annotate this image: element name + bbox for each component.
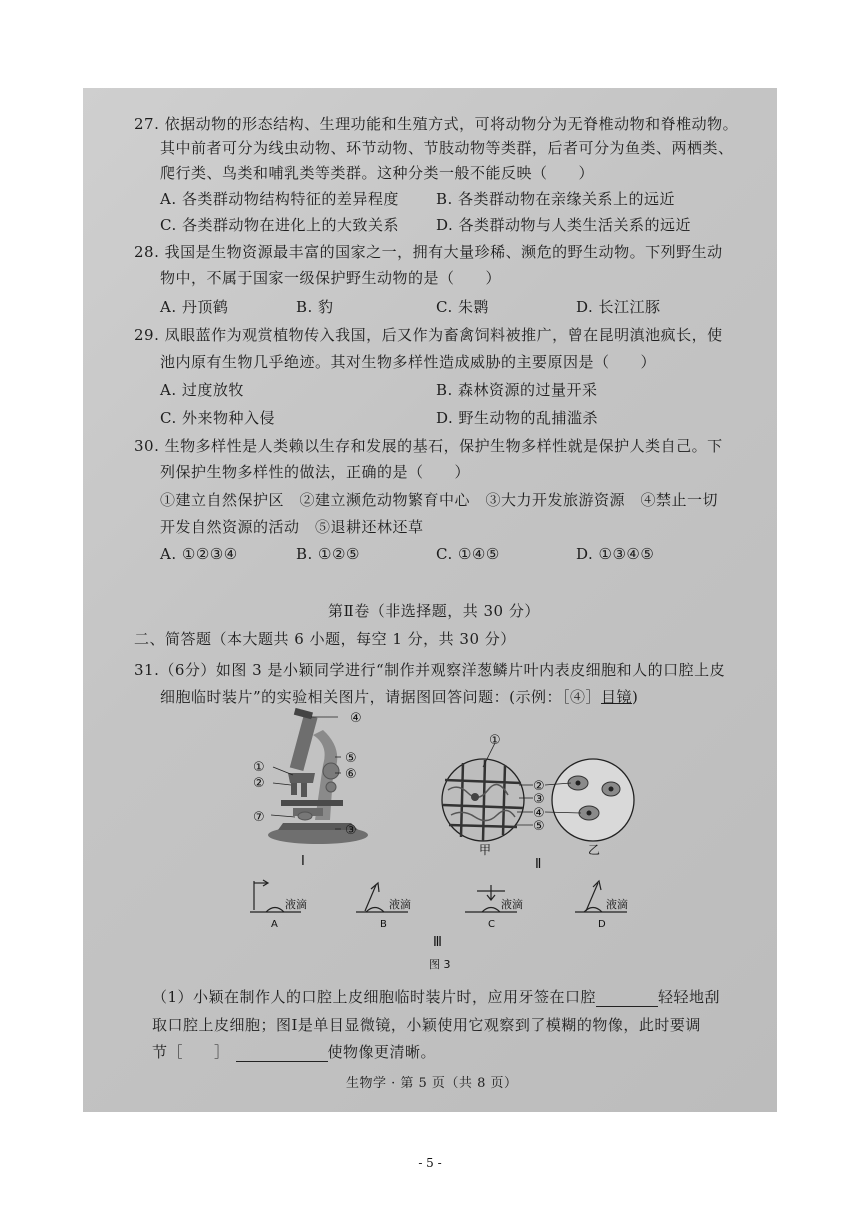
- q29-stem-line1: 29. 凤眼蓝作为观赏植物传入我国，后又作为畜禽饲料被推广，曾在昆明滇池疯长，使: [134, 326, 723, 344]
- q31-sub1-line3: [152, 1041, 436, 1062]
- microscope-label-5: ⑤: [345, 751, 357, 766]
- q30-option-a: A. ①②③④: [160, 545, 238, 563]
- cell-label-5: ⑤: [533, 819, 545, 834]
- droplet-label-b: 液滴: [389, 898, 411, 911]
- part2-title: 第Ⅱ卷（非选择题，共 30 分）: [328, 602, 540, 620]
- q28-option-d: D. 长江江豚: [576, 298, 661, 316]
- cell-label-3: ③: [533, 792, 545, 807]
- q31-sub1-line2: 取口腔上皮细胞；图Ⅰ是单目显微镜，小颖使用它观察到了模糊的物像，此时要调: [152, 1016, 701, 1034]
- q27-stem-line3: 爬行类、鸟类和哺乳类等类群。这种分类一般不能反映（ ）: [160, 164, 595, 182]
- microscope-label-7: ⑦: [253, 810, 265, 825]
- q31-stem-line2-pre: 细胞临时装片”的实验相关图片，请据图回答问题：(示例：［④］: [160, 688, 602, 706]
- q30-stem-line1: 30. 生物多样性是人类赖以生存和发展的基石，保护生物多样性就是保护人类自己。下: [134, 437, 723, 455]
- figure-3-caption: 图 3: [429, 958, 451, 971]
- page-footer: 生物学 · 第 5 页（共 8 页）: [346, 1076, 518, 1091]
- q31-stem-line2-post: ): [632, 688, 639, 706]
- q28-stem-line2: 物中，不属于国家一级保护野生动物的是（ ）: [160, 269, 502, 287]
- q28-option-b: B. 豹: [296, 298, 334, 316]
- section2-heading: 二、简答题（本大题共 6 小题，每空 1 分，共 30 分）: [134, 630, 516, 648]
- q30-items-line1: ①建立自然保护区 ②建立濒危动物繁育中心 ③大力开发旅游资源 ④禁止一切: [160, 491, 719, 509]
- q29-option-c: C. 外来物种入侵: [160, 409, 275, 427]
- cell-left-caption: 甲: [479, 843, 492, 857]
- cell-right-caption: 乙: [588, 843, 601, 857]
- droplet-label-c: 液滴: [501, 898, 523, 911]
- cell-label-2: ②: [533, 779, 545, 794]
- microscope-label-2: ②: [253, 776, 265, 791]
- q30-stem-line2: 列保护生物多样性的做法，正确的是（ ）: [160, 463, 471, 481]
- cheek-cells-drawing: [552, 759, 634, 841]
- q28-option-c: C. 朱鹮: [436, 298, 489, 316]
- q31-example-answer: 目镜: [601, 688, 633, 706]
- q31-sub1-line1-pre: （1）小颖在制作人的口腔上皮细胞临时装片时，应用牙签在口腔: [152, 988, 597, 1006]
- q30-option-c: C. ①④⑤: [436, 545, 500, 563]
- q29-option-a: A. 过度放牧: [160, 381, 244, 399]
- droplet-label-d: 液滴: [606, 898, 628, 911]
- onion-cells-drawing: [442, 759, 524, 841]
- coverslip-caption-c: C: [488, 919, 495, 930]
- q31-stem-line1: 31.（6分）如图 3 是小颖同学进行“制作并观察洋葱鳞片叶内表皮细胞和人的口腔上皮: [134, 661, 726, 679]
- coverslip-caption-d: D: [598, 919, 606, 930]
- q27-option-c: C. 各类群动物在进化上的大致关系: [160, 216, 399, 234]
- q27-option-d: D. 各类群动物与人类生活关系的远近: [436, 216, 692, 234]
- q29-stem-line2: 池内原有生物几乎绝迹。其对生物多样性造成威胁的主要原因是（ ）: [160, 353, 657, 371]
- coverslip-caption-a: A: [271, 919, 278, 930]
- cell-label-4: ④: [533, 806, 545, 821]
- coverslip-caption-b: B: [380, 919, 387, 930]
- q27-option-a: A. 各类群动物结构特征的差异程度: [160, 190, 399, 208]
- q28-stem-line1: 28. 我国是生物资源最丰富的国家之一，拥有大量珍稀、濒危的野生动物。下列野生动: [134, 243, 723, 261]
- q31-sub1-line3-pre: 节［ ］: [152, 1043, 230, 1061]
- q28-option-a: A. 丹顶鹤: [160, 298, 229, 316]
- q27-stem-line2: 其中前者可分为线虫动物、环节动物、节肢动物等类群，后者可分为鱼类、两栖类、: [160, 139, 734, 157]
- q31-sub1-line1: [152, 986, 720, 1007]
- q30-option-d: D. ①③④⑤: [576, 545, 655, 563]
- answer-blank-2[interactable]: [236, 1043, 328, 1062]
- q29-option-b: B. 森林资源的过量开采: [436, 381, 598, 399]
- page-number: - 5 -: [418, 1156, 442, 1170]
- q31-sub1-line1-post: 轻轻地刮: [658, 988, 721, 1006]
- q27-option-b: B. 各类群动物在亲缘关系上的远近: [436, 190, 676, 208]
- q30-option-b: B. ①②⑤: [296, 545, 360, 563]
- microscope-label-6: ⑥: [345, 767, 357, 782]
- answer-blank-1[interactable]: [596, 988, 658, 1007]
- q29-option-d: D. 野生动物的乱捕滥杀: [436, 409, 599, 427]
- q27-stem-line1: 27. 依据动物的形态结构、生理功能和生殖方式，可将动物分为无脊椎动物和脊椎动物。: [134, 115, 739, 133]
- figure-I-caption: Ⅰ: [301, 854, 305, 869]
- microscope-label-4: ④: [350, 711, 362, 726]
- figure-3: [83, 705, 777, 975]
- droplet-label-a: 液滴: [285, 898, 307, 911]
- cell-label-1: ①: [489, 733, 501, 748]
- figure-II-caption: Ⅱ: [535, 857, 542, 872]
- q31-stem-line2: [160, 686, 638, 707]
- figure-III-caption: Ⅲ: [433, 935, 442, 950]
- q30-items-line2: 开发自然资源的活动 ⑤退耕还林还草: [160, 518, 424, 536]
- q31-sub1-line3-post: 使物像更清晰。: [327, 1043, 437, 1061]
- microscope-label-3: ③: [345, 823, 357, 838]
- microscope-label-1: ①: [253, 760, 265, 775]
